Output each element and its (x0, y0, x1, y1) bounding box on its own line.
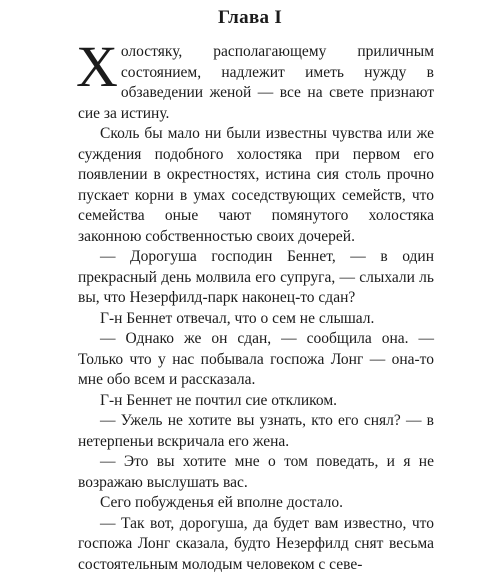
chapter-title: Глава I (0, 6, 500, 30)
paragraph-1 (78, 42, 434, 124)
paragraph-5: — Однако же он сдан, — сообщила она. — Только что у нас побывала госпожа Лонг — она-то мне обо всем и рассказала. (78, 329, 434, 391)
paragraph-8: — Это вы хотите мне о том поведать, и я не возражаю выслушать вас. (78, 452, 434, 493)
drop-cap: Х (76, 44, 118, 90)
paragraph-6: Г-н Беннет не почтил сие откликом. (78, 391, 434, 412)
paragraph-7: — Ужель не хотите вы узнать, кто его снял? — в нетерпеньи вскричала его жена. (78, 411, 434, 452)
paragraph-10: — Так вот, дорогуша, да будет вам известно, что госпожа Лонг сказала, будто Незерфилд снят весьма состоятельным молодым человеком с севе- (78, 514, 434, 575)
paragraph-2: Сколь бы мало ни были известны чувства или же суждения подобного холостяка при первом его появлении в окрестностях, истина сия столь прочно пускает корни в умах соседствующих семейств, что семейства оные чают помянутого холостяка законною собственностью своих дочерей. (78, 124, 434, 247)
paragraph-3: — Дорогуша господин Беннет, — в один прекрасный день молвила его супруга, — слыхали ль вы, что Незерфилд-парк наконец-то сдан? (78, 247, 434, 309)
paragraph-9: Сего побужденья ей вполне достало. (78, 493, 434, 514)
paragraph-text: олостяку, располагающему приличным состоянием, надлежит иметь нужду в обзаведении женой — все на свете признают сие за истину. (78, 43, 434, 122)
paragraph-4: Г-н Беннет отвечал, что о сем не слышал. (78, 309, 434, 330)
chapter-body (78, 42, 434, 575)
